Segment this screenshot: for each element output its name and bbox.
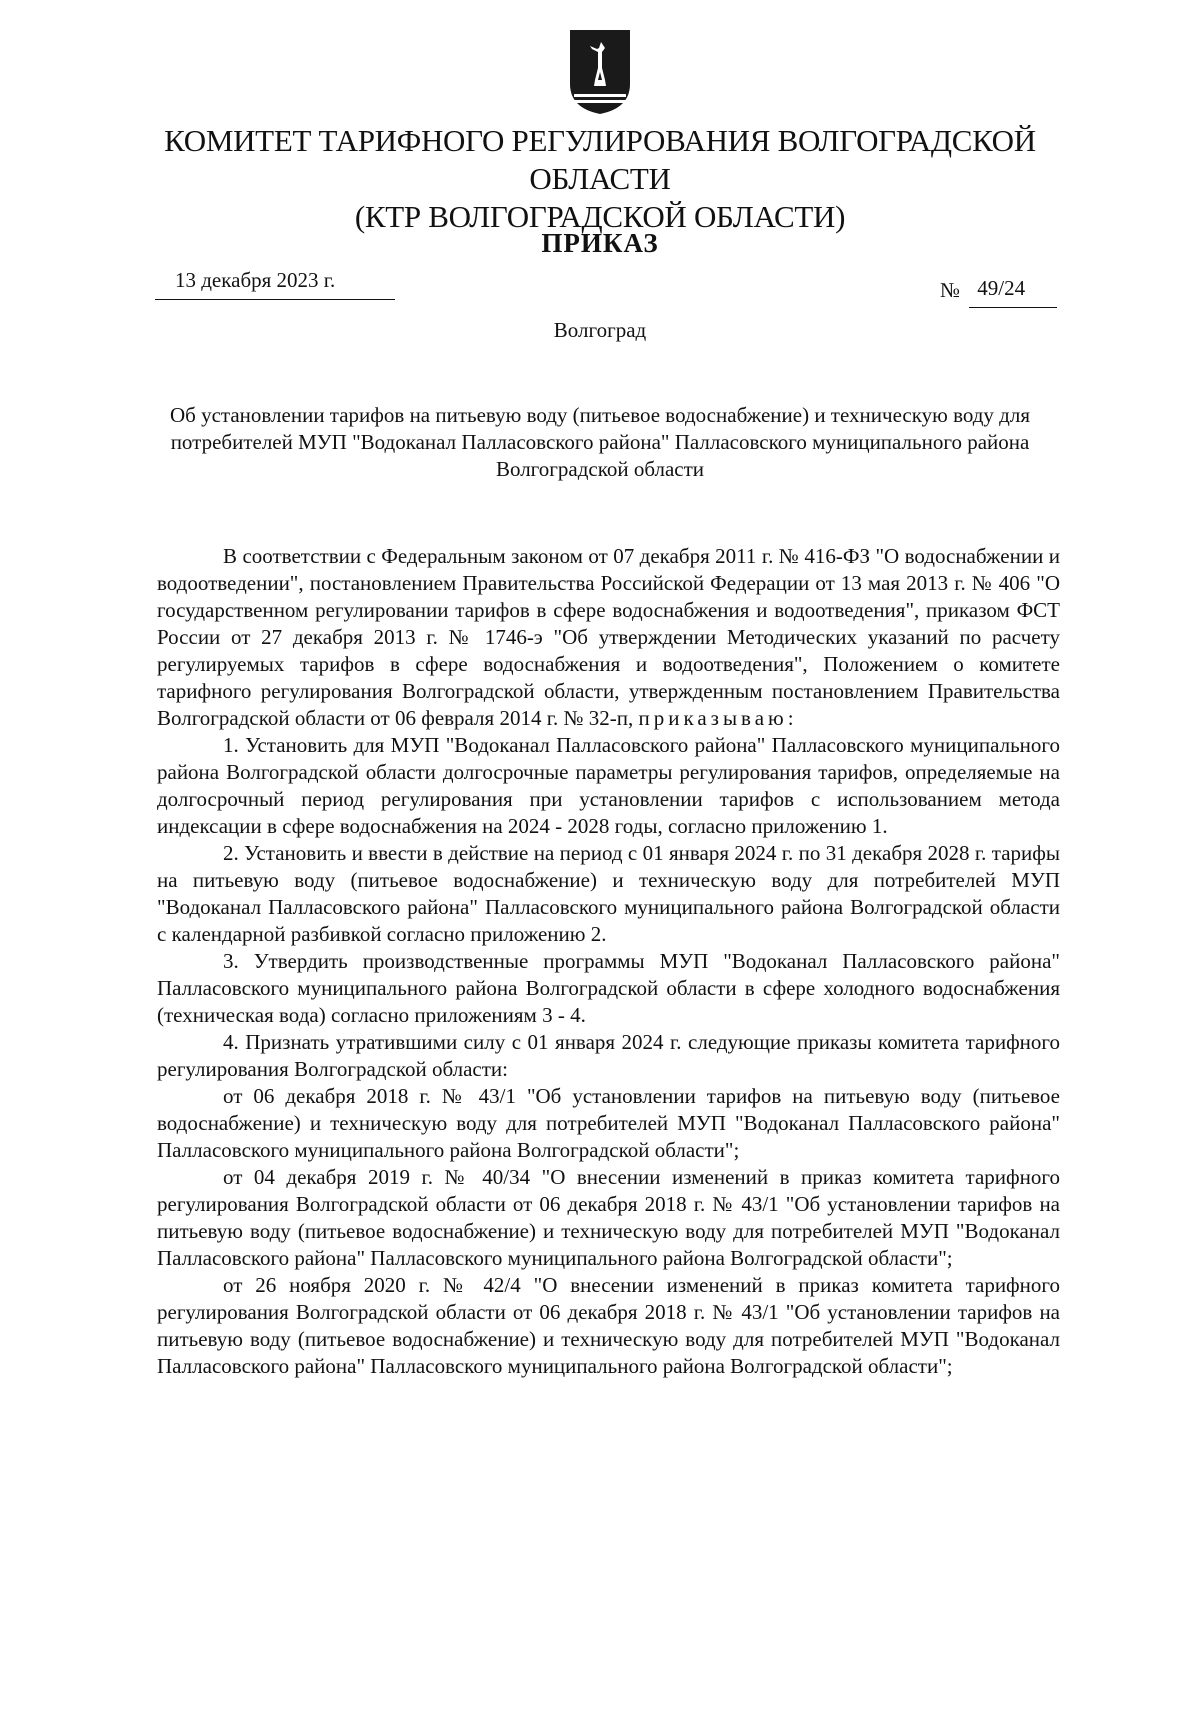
repealed-order-3: от 26 ноября 2020 г. № 42/4 "О внесении изменений в приказ комитета тарифного регулирования Волгоградской области от 06 декабря 2018 г. № 43/1 "Об установлении тарифов на питьевую воду (питьевое водоснабжение) и техническую воду для потребителей МУП "Водоканал Палласовского района" Палласовского муниципального района Волгоградской области"; [157, 1273, 1060, 1378]
repealed-order-1: от 06 декабря 2018 г. № 43/1 "Об установлении тарифов на питьевую воду (питьевое водоснабжение) и техническую воду для потребителей МУП "Водоканал Палласовского района" Палласовского муниципального района Волгоградской области"; [157, 1084, 1060, 1162]
number-sign: № [940, 278, 961, 302]
repealed-order-2: от 04 декабря 2019 г. № 40/34 "О внесении изменений в приказ комитета тарифного регулирования Волгоградской области от 06 декабря 2018 г. № 43/1 "Об установлении тарифов на питьевую воду (питьевое водоснабжение) и техническую воду для потребителей МУП "Водоканал Палласовского района" Палласовского муниципального района Волгоградской области"; [157, 1165, 1060, 1270]
preamble-text: В соответствии с Федеральным законом от 07 декабря 2011 г. № 416-ФЗ "О водоснабжении и водоотведении", постановлением Правительства Российской Федерации от 13 мая 2013 г. № 406 "О государственном регулировании тарифов в сфере водоснабжения и водоотведения", приказом ФСТ России от 27 декабря 2013 г. № 1746-э "Об утверждении Методических указаний по расчету регулируемых тарифов в сфере водоснабжения и водоотведения", Положением о комитете тарифного регулирования Волгоградской области, утвержденным постановлением Правительства Волгоградской области от 06 февраля 2014 г. № 32-п, [157, 544, 1060, 730]
item-3: 3. Утвердить производственные программы МУП "Водоканал Палласовского района" Палласовского муниципального района Волгоградской области в сфере холодного водоснабжения (техническая вода) согласно приложениям 3 - 4. [157, 949, 1060, 1027]
volgograd-coat-of-arms-icon [568, 28, 632, 116]
committee-name-line2: (КТР ВОЛГОГРАДСКОЙ ОБЛАСТИ) [354, 199, 846, 234]
order-body [157, 543, 1060, 1380]
order-city: Волгоград [553, 318, 647, 342]
order-date: 13 декабря 2023 г. [155, 268, 395, 300]
preamble-paragraph [157, 543, 1060, 732]
order-number: 49/24 [969, 276, 1057, 308]
item-4: 4. Признать утратившими силу с 01 января 2024 г. следующие приказы комитета тарифного регулирования Волгоградской области: [157, 1030, 1060, 1081]
committee-name [100, 122, 1100, 236]
order-title: ПРИКАЗ [541, 228, 659, 258]
order-subject: Об установлении тарифов на питьевую воду (питьевое водоснабжение) и техническую воду для потребителей МУП "Водоканал Палласовского района" Палласовского муниципального района Волгоградской области [169, 403, 1030, 481]
item-2: 2. Установить и ввести в действие на период с 01 января 2024 г. по 31 декабря 2028 г. тарифы на питьевую воду (питьевое водоснабжение) и техническую воду для потребителей МУП "Водоканал Палласовского района" Палласовского муниципального района Волгоградской области с календарной разбивкой согласно приложению 2. [157, 841, 1060, 946]
committee-name-line1: КОМИТЕТ ТАРИФНОГО РЕГУЛИРОВАНИЯ ВОЛГОГРАДСКОЙ ОБЛАСТИ [164, 123, 1036, 196]
orders-word: приказываю: [638, 706, 798, 730]
item-1: 1. Установить для МУП "Водоканал Палласовского района" Палласовского муниципального района Волгоградской области долгосрочные параметры регулирования тарифов, определяемые на долгосрочный период регулирования при установлении тарифов с использованием метода индексации в сфере водоснабжения на 2024 - 2028 годы, согласно приложению 1. [157, 733, 1060, 838]
order-number-block [940, 278, 1057, 310]
